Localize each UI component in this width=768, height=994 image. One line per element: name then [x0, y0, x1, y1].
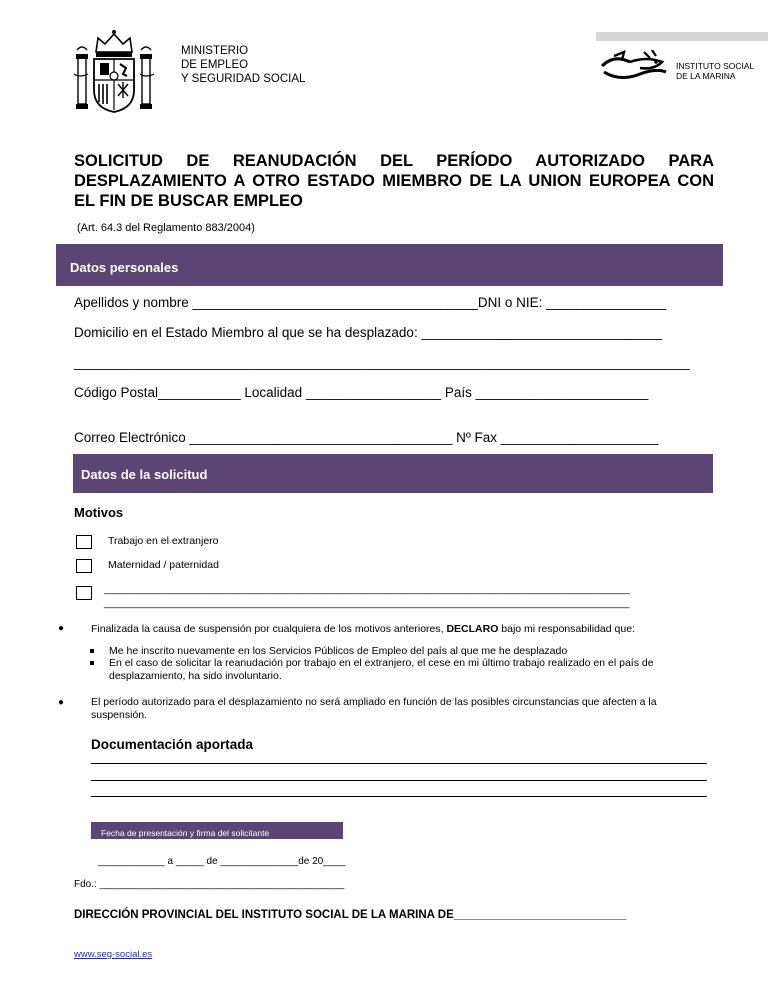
domicilio-continuation-field[interactable]: __________________________________________________________________________________ — [74, 355, 690, 370]
documentacion-line-1[interactable] — [91, 763, 707, 764]
fecha-lugar-field[interactable]: ____________ a _____ de ______________de 20____ — [98, 856, 346, 867]
email-fax-field[interactable]: Correo Electrónico ___________________________________ Nº Fax _____________________ — [74, 430, 659, 445]
direccion-provincial-field[interactable]: DIRECCIÓN PROVINCIAL DEL INSTITUTO SOCIAL DE LA MARINA DE___________________________ — [74, 909, 627, 921]
bullet-point-icon: ● — [58, 623, 65, 634]
postal-locality-country-field[interactable]: Código Postal___________ Localidad __________________ País _______________________ — [74, 385, 649, 400]
coat-of-arms-logo — [74, 28, 154, 114]
section-title-datos-solicitud: Datos de la solicitud — [81, 467, 208, 482]
section-header-datos-solicitud — [73, 454, 713, 493]
option-label-trabajo-extranjero: Trabajo en el extranjero — [108, 535, 219, 547]
periodo-note: El período autorizado para el desplazamiento no será ampliado en función de las posibles circunstancias que afecten a la suspensión. — [91, 696, 657, 721]
other-reason-line-2[interactable]: __________________________________________________________________________________________ — [104, 597, 630, 609]
other-reason-line-1[interactable]: __________________________________________________________________________________________ — [104, 583, 630, 595]
ministry-line-2: DE EMPLEO — [181, 59, 249, 71]
institute-line-1: INSTITUTO SOCIAL — [676, 61, 755, 71]
section-title-datos-personales: Datos personales — [70, 260, 179, 275]
documentacion-line-3[interactable] — [91, 796, 707, 797]
form-subtitle: (Art. 64.3 del Reglamento 883/2004) — [77, 222, 255, 234]
fecha-firma-band — [91, 822, 343, 839]
form-title: SOLICITUD DE REANUDACIÓN DEL PERÍODO AUTORIZADO PARA DESPLAZAMIENTO A OTRO ESTADO MIEMBRO DE LA UNION EUROPEA CON EL FIN DE BUSCAR EMPLEO — [74, 152, 714, 210]
institute-line-2: DE LA MARINA — [676, 71, 736, 81]
ministry-line-3: Y SEGURIDAD SOCIAL — [181, 73, 306, 85]
header-grey-bar — [596, 32, 768, 41]
domicilio-field[interactable]: Domicilio en el Estado Miembro al que se ha desplazado: ________________________________ — [74, 325, 662, 340]
declaration-item-inscrito: Me he inscrito nuevamente en los Servicios Públicos de Empleo del país al que me he desplazado — [109, 645, 568, 657]
motivos-label: Motivos — [74, 505, 124, 520]
checkbox-trabajo-extranjero[interactable] — [76, 535, 92, 549]
institute-name — [676, 61, 754, 81]
ministry-line-1: MINISTERIO — [181, 45, 249, 57]
checkbox-maternidad-paternidad[interactable] — [76, 559, 92, 573]
website-link[interactable]: www.seg-social.es — [74, 949, 153, 960]
bullet-point-icon: ● — [58, 697, 65, 708]
declaration-text-post: bajo mi responsabilidad que: — [498, 623, 635, 635]
declaration-text — [91, 623, 635, 636]
option-label-maternidad-paternidad: Maternidad / paternidad — [108, 559, 219, 571]
documentacion-line-2[interactable] — [91, 780, 707, 781]
square-bullet-icon — [90, 661, 94, 665]
declaration-item-cese: En el caso de solicitar la reanudación por trabajo en el extranjero, el cese en mi último trabajo realizado en el país de desplazamiento, ha sido involuntario. — [109, 657, 654, 682]
apellidos-dni-field[interactable]: Apellidos y nombre ______________________________________DNI o NIE: ________________ — [74, 295, 667, 310]
section-header-datos-personales — [56, 244, 723, 286]
firma-field[interactable]: Fdo.: ____________________________________________ — [74, 879, 345, 890]
ism-logo-icon — [600, 50, 670, 84]
checkbox-otro-motivo[interactable] — [76, 586, 92, 600]
ministry-name — [181, 44, 305, 86]
square-bullet-icon — [90, 649, 94, 653]
declaration-keyword: DECLARO — [446, 623, 499, 635]
fecha-firma-label: Fecha de presentación y firma del solicitante — [101, 828, 270, 838]
documentacion-heading: Documentación aportada — [91, 737, 254, 752]
declaration-text-pre: Finalizada la causa de suspensión por cualquiera de los motivos anteriores, — [91, 623, 447, 635]
